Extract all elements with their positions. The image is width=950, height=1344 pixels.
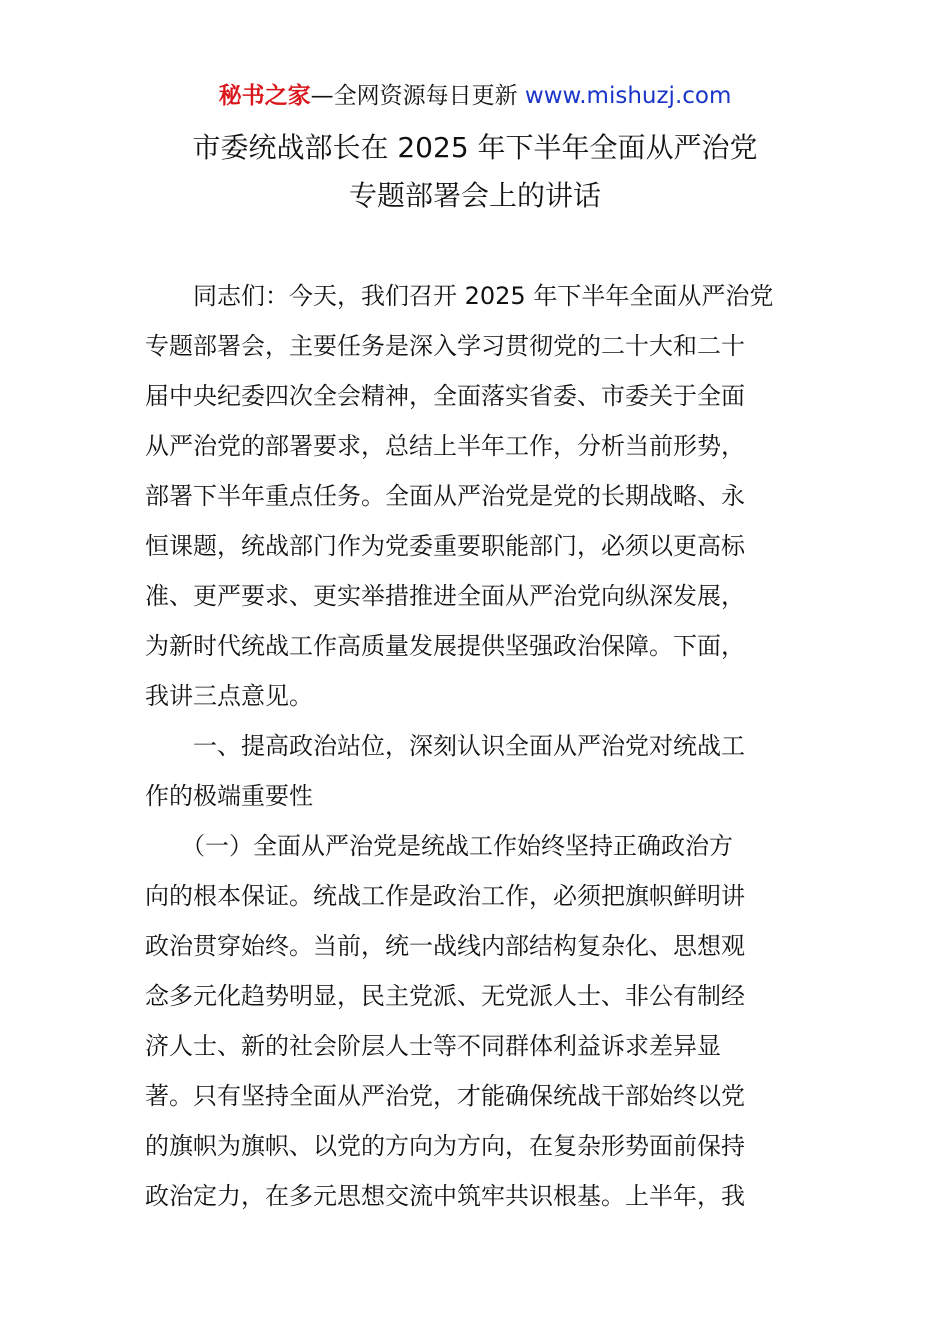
section-heading-line: 作的极端重要性 [145,782,313,810]
site-url-link[interactable]: www.mishuzj.com [524,83,732,109]
body-line: 为新时代统战工作高质量发展提供坚强政治保障。下面， [145,632,745,660]
body-line: 我讲三点意见。 [145,682,313,710]
body-line: 从严治党的部署要求，总结上半年工作，分析当前形势， [145,432,745,460]
body-line: 著。只有坚持全面从严治党，才能确保统战干部始终以党 [145,1082,745,1110]
section-heading-line: 一、提高政治站位，深刻认识全面从严治党对统战工 [145,732,745,760]
body-line: 届中央纪委四次全会精神，全面落实省委、市委关于全面 [145,382,745,410]
document-title-line-2: 专题部署会上的讲话 [348,179,601,212]
body-line: （一）全面从严治党是统战工作始终坚持正确政治方 [145,832,733,860]
body-line: 政治定力，在多元思想交流中筑牢共识根基。上半年，我 [145,1182,745,1210]
body-line: 专题部署会，主要任务是深入学习贯彻党的二十大和二十 [145,332,745,360]
body-line: 准、更严要求、更实举措推进全面从严治党向纵深发展， [145,582,745,610]
body-line: 念多元化趋势明显，民主党派、无党派人士、非公有制经 [145,982,745,1010]
body-line: 同志们：今天，我们召开 2025 年下半年全面从严治党 [145,282,774,310]
body-line: 恒课题，统战部门作为党委重要职能部门，必须以更高标 [145,532,745,560]
body-line: 政治贯穿始终。当前，统一战线内部结构复杂化、思想观 [145,932,745,960]
site-header [0,80,950,112]
body-line: 向的根本保证。统战工作是政治工作，必须把旗帜鲜明讲 [145,882,745,910]
body-line: 济人士、新的社会阶层人士等不同群体利益诉求差异显 [145,1032,721,1060]
document-title-line-1: 市委统战部长在 2025 年下半年全面从严治党 [192,131,758,164]
body-line: 部署下半年重点任务。全面从严治党是党的长期战略、永 [145,482,745,510]
header-tagline: —全网资源每日更新 [310,83,525,109]
body-line: 的旗帜为旗帜、以党的方向为方向，在复杂形势面前保持 [145,1132,745,1160]
brand-name: 秘书之家 [218,83,311,109]
